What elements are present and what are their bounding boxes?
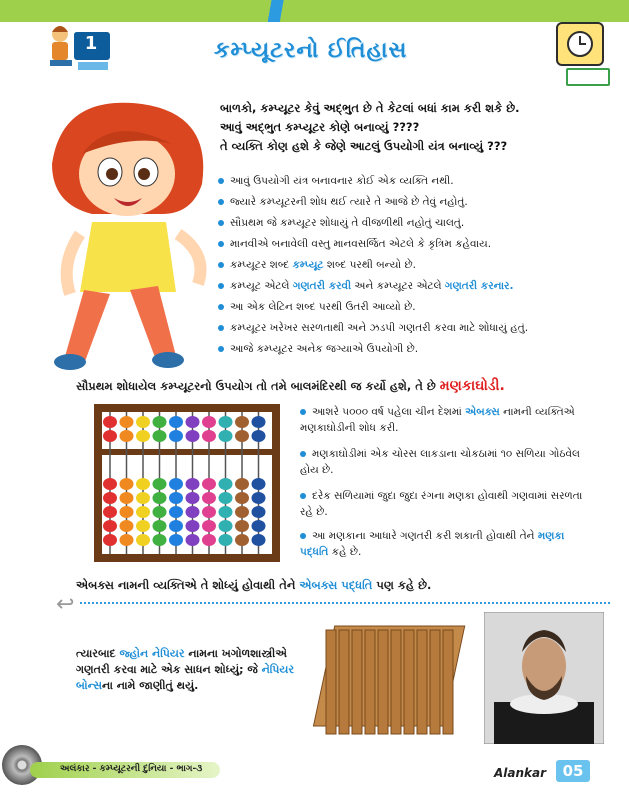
napier-rod [443, 630, 453, 734]
bullet-icon [218, 346, 224, 352]
abacus-bead [136, 492, 150, 504]
abacus-bead [235, 430, 249, 442]
abacus-bead [252, 506, 266, 518]
abacus-bead [252, 492, 266, 504]
napier-rod [326, 630, 336, 734]
list-item: દરેક સળિયામાં જુદા જુદા રંગના મણકા હોવાથી ગણવામાં સરળતા રહે છે. [300, 490, 583, 518]
abacus-bead [136, 478, 150, 490]
abacus-bead [153, 534, 167, 546]
abacus-bead [252, 534, 266, 546]
abacus-bead [186, 492, 200, 504]
abacus-bead [103, 534, 117, 546]
header-stripe [110, 0, 510, 22]
abacus-bead [153, 430, 167, 442]
abacus-bead [202, 478, 216, 490]
abacus-bead [136, 520, 150, 532]
cartoon-girl-illustration [22, 94, 222, 374]
bullet-icon [300, 451, 306, 457]
abacus-bead [169, 492, 183, 504]
keyboard-icon [566, 68, 610, 86]
abacus-bead [120, 520, 134, 532]
napier-rod [339, 630, 349, 734]
bullet-icon [218, 178, 224, 184]
abacus-bead [202, 416, 216, 428]
abacus-bead [235, 534, 249, 546]
abacus-bead [103, 506, 117, 518]
abacus-bead [169, 430, 183, 442]
bullet-icon [300, 493, 306, 499]
bullet-icon [218, 262, 224, 268]
napier-rod [391, 630, 401, 734]
abacus-bead [252, 520, 266, 532]
list-item: આવું ઉપયોગી યંત્ર બનાવનાર કોઈ એક વ્યક્તિ નથી. [218, 175, 454, 188]
abacus-bead [252, 478, 266, 490]
page-number: 05 [556, 760, 590, 782]
footer-book-title: અલંકાર - કમ્પ્યૂટરની દુનિયા - ભાગ-૩ [60, 764, 203, 774]
abacus-illustration [94, 404, 280, 564]
abacus-bead [103, 416, 117, 428]
list-item: કમ્પ્યૂટર ખરેખર સરળતાથી અને ઝડપી ગણતરી કરવા માટે શોધાયું હતું. [218, 322, 528, 335]
abacus-bead [136, 534, 150, 546]
chapter-number: 1 [74, 32, 108, 56]
abacus-bead [103, 520, 117, 532]
napier-rod [365, 630, 375, 734]
brand-logo: Alankar [494, 766, 547, 780]
abacus-bead [186, 534, 200, 546]
abacus-bead [219, 492, 233, 504]
bullet-icon [218, 283, 224, 289]
abacus-bead [219, 416, 233, 428]
abacus-bead [169, 506, 183, 518]
abacus-bead [202, 492, 216, 504]
abacus-bead [235, 492, 249, 504]
napier-rod [352, 630, 362, 734]
abacus-bead [153, 506, 167, 518]
abacus-bead [169, 478, 183, 490]
list-item: સૌપ્રથમ જે કમ્પ્યૂટર શોધાયું તે વીજળીથી નહોતું ચાલતું. [218, 217, 464, 230]
intro-line-2: આવું અદ્ભુત કમ્પ્યૂટર કોણે બનાવ્યું ???? [220, 120, 420, 134]
clock-monitor-icon [556, 22, 604, 66]
abacus-intro: સૌપ્રથમ શોધાયેલ કમ્પ્યૂટરનો ઉપયોગ તો તમે બાલમંદિરથી જ કર્યો હશે, તે છે મણકાઘોડી. [76, 378, 505, 394]
list-item: મણકાઘોડીમાં એક ચોરસ લાકડાના ચોકઠામાં ૧૦ સળિયા ગોઠવેલ હોય છે. [300, 448, 580, 476]
abacus-bead [202, 520, 216, 532]
abacus-bead [103, 478, 117, 490]
napier-rod [417, 630, 427, 734]
napier-rod [378, 630, 388, 734]
abacus-bead [120, 534, 134, 546]
abacus-bead [186, 416, 200, 428]
intro-line-3: તે વ્યક્તિ કોણ હશે કે જેણે આટલું ઉપયોગી યંત્ર બનાવ્યું ??? [220, 139, 508, 153]
abacus-bead [136, 430, 150, 442]
napier-bones-illustration [296, 620, 472, 744]
abacus-bead [120, 506, 134, 518]
abacus-bead [186, 520, 200, 532]
abacus-bead [219, 520, 233, 532]
intro-line-1: બાળકો, કમ્પ્યૂટર કેવું અદ્ભુત છે તે કેટલાં બધાં કામ કરી શકે છે. [220, 101, 520, 115]
abacus-bead [169, 416, 183, 428]
section-divider [80, 602, 610, 604]
bullet-icon [218, 199, 224, 205]
curved-arrow-icon: ↩ [56, 592, 75, 617]
napier-paragraph: ત્યારબાદ જ્હોન નેપિયર નામના ખગોળશાસ્ત્રીએ ગણતરી કરવા માટે એક સાધન શોધ્યું; જે નેપિયર બોન્સના નામે જાણીતું થયું. [76, 647, 295, 692]
abacus-bead [169, 520, 183, 532]
abacus-bead [153, 478, 167, 490]
abacus-bead [202, 534, 216, 546]
list-item: આ એક લેટિન શબ્દ પરથી ઉતરી આવ્યો છે. [218, 301, 416, 314]
abacus-bead [120, 492, 134, 504]
abacus-bead [202, 506, 216, 518]
list-item: આજે કમ્પ્યૂટર અનેક જગ્યાએ ઉપયોગી છે. [218, 343, 418, 356]
abacus-bead [186, 506, 200, 518]
abacus-bead [219, 534, 233, 546]
abacus-bead [153, 492, 167, 504]
abacus-bead [252, 430, 266, 442]
abacus-method: એબક્સ નામની વ્યક્તિએ તે શોધ્યું હોવાથી તેને એબક્સ પદ્ધતિ પણ કહે છે. [76, 578, 432, 592]
abacus-bead [120, 416, 134, 428]
abacus-bead [252, 416, 266, 428]
abacus-bead [136, 506, 150, 518]
abacus-bead [136, 416, 150, 428]
abacus-bead [235, 416, 249, 428]
john-napier-portrait [484, 612, 604, 744]
abacus-bead [103, 430, 117, 442]
abacus-bead [120, 478, 134, 490]
napier-rod [404, 630, 414, 734]
list-item: માનવીએ બનાવેલી વસ્તુ માનવસર્જિત એટલે કે કૃત્રિમ કહેવાય. [218, 238, 491, 251]
abacus-bead [186, 478, 200, 490]
abacus-bead [120, 430, 134, 442]
list-item: કમ્પ્યૂટર શબ્દ કમ્પ્યૂટ શબ્દ પરથી બન્યો છે. [218, 259, 416, 272]
abacus-bead [153, 520, 167, 532]
page-title: કમ્પ્યૂટરનો ઈતિહાસ [214, 38, 408, 63]
abacus-bead [235, 506, 249, 518]
abacus-bead [186, 430, 200, 442]
bullet-icon [300, 409, 306, 415]
list-item: કમ્પ્યૂટ એટલે ગણતરી કરવી અને કમ્પ્યૂટર એટલે ગણતરી કરનાર. [218, 280, 513, 293]
list-item: આ મણકાના આધારે ગણતરી કરી શકાતી હોવાથી તેને મણકા પદ્ધતિ કહે છે. [300, 530, 565, 558]
abacus-bead [235, 520, 249, 532]
list-item: જ્યારે કમ્પ્યૂટરની શોધ થઈ ત્યારે તે આજે છે તેવું નહોતું. [218, 196, 468, 209]
abacus-bead [219, 506, 233, 518]
abacus-bead [169, 534, 183, 546]
bullet-icon [218, 325, 224, 331]
abacus-bead [219, 478, 233, 490]
list-item: આશરે ૫૦૦૦ વર્ષ પહેલા ચીન દેશમાં એબક્સ નામની વ્યક્તિએ મણકાઘોડીની શોધ કરી. [300, 406, 575, 434]
bullet-icon [218, 304, 224, 310]
bullet-icon [218, 220, 224, 226]
abacus-bead [153, 416, 167, 428]
bullet-icon [218, 241, 224, 247]
abacus-bead [235, 478, 249, 490]
abacus-bead [202, 430, 216, 442]
abacus-bead [103, 492, 117, 504]
napier-rod [430, 630, 440, 734]
bullet-icon [300, 533, 306, 539]
abacus-bead [219, 430, 233, 442]
